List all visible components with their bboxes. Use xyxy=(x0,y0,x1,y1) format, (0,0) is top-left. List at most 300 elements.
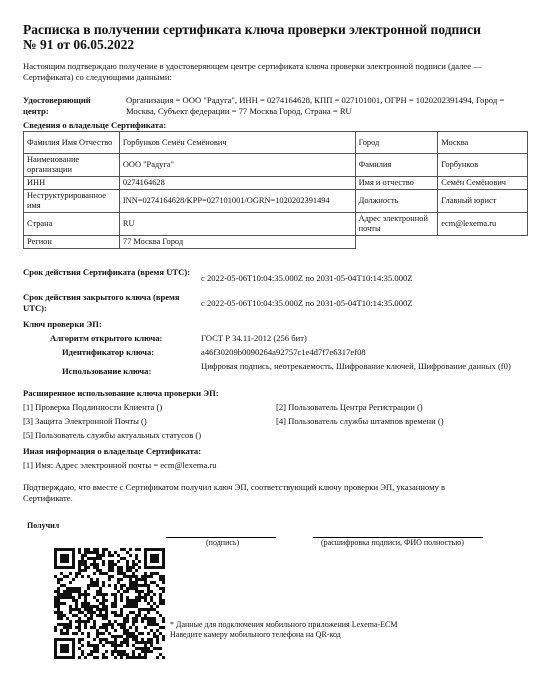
qr-module xyxy=(162,581,165,584)
confirm-text: Подтверждаю, что вместе с Сертификатом получил ключ ЭП, соответствующий ключу проверки ЭП, указанному в Сертификате. xyxy=(23,482,446,503)
qr-module xyxy=(72,578,75,581)
qr-module xyxy=(108,551,111,554)
qr-module xyxy=(123,623,126,626)
qr-module xyxy=(84,551,87,554)
qr-module xyxy=(96,605,99,608)
qr-module xyxy=(96,548,99,551)
qr-module xyxy=(84,623,87,626)
qr-module xyxy=(84,620,87,623)
qr-module xyxy=(72,650,75,653)
qr-module xyxy=(159,647,162,650)
qr-module xyxy=(132,575,135,578)
qr-module xyxy=(54,611,57,614)
qr-module xyxy=(114,611,117,614)
qr-module xyxy=(93,620,96,623)
qr-module xyxy=(93,638,96,641)
qr-module xyxy=(144,572,147,575)
table-cell: ИНН xyxy=(24,177,120,190)
qr-module xyxy=(153,608,156,611)
qr-module xyxy=(72,596,75,599)
qr-module xyxy=(132,560,135,563)
qr-module xyxy=(126,614,129,617)
qr-module xyxy=(150,581,153,584)
qr-module xyxy=(150,548,153,551)
qr-module xyxy=(114,650,117,653)
qr-module xyxy=(153,617,156,620)
qr-module xyxy=(93,557,96,560)
qr-module xyxy=(126,632,129,635)
table-cell: Горбунков Семён Семёнович xyxy=(119,132,355,154)
qr-module xyxy=(132,602,135,605)
qr-note-line-1: * Данные для подключения мобильного приложения Lexema-ECM xyxy=(170,620,398,629)
qr-module xyxy=(75,602,78,605)
qr-module xyxy=(129,578,132,581)
qr-module xyxy=(138,599,141,602)
qr-module xyxy=(60,632,63,635)
qr-module xyxy=(144,557,147,560)
qr-module xyxy=(60,602,63,605)
qr-module xyxy=(138,578,141,581)
qr-module xyxy=(156,611,159,614)
qr-module xyxy=(144,653,147,656)
qr-module xyxy=(159,548,162,551)
qr-module xyxy=(63,638,66,641)
qr-module xyxy=(117,578,120,581)
qr-module xyxy=(102,617,105,620)
qr-module xyxy=(153,623,156,626)
qr-module xyxy=(60,572,63,575)
qr-module xyxy=(78,566,81,569)
qr-module xyxy=(57,608,60,611)
qr-module xyxy=(96,593,99,596)
table-cell: Должность xyxy=(355,190,438,213)
qr-module xyxy=(102,638,105,641)
other-info-item: [1] Имя: Адрес электронной почты = ecm@lexema.ru xyxy=(23,460,217,470)
qr-module xyxy=(105,611,108,614)
qr-module xyxy=(60,548,63,551)
qr-module xyxy=(78,647,81,650)
qr-module xyxy=(57,617,60,620)
qr-module xyxy=(57,578,60,581)
qr-module xyxy=(114,605,117,608)
qr-module xyxy=(87,566,90,569)
qr-module xyxy=(63,626,66,629)
qr-module xyxy=(135,554,138,557)
qr-module xyxy=(129,626,132,629)
qr-module xyxy=(69,608,72,611)
qr-module xyxy=(135,599,138,602)
qr-module xyxy=(96,563,99,566)
qr-module xyxy=(60,644,63,647)
qr-module xyxy=(84,563,87,566)
qr-module xyxy=(63,548,66,551)
table-cell: Наименование организации xyxy=(24,154,120,177)
qr-module xyxy=(87,641,90,644)
qr-module xyxy=(105,626,108,629)
qr-module xyxy=(144,650,147,653)
qr-module xyxy=(117,569,120,572)
qr-module xyxy=(57,611,60,614)
qr-module xyxy=(150,650,153,653)
qr-module xyxy=(141,575,144,578)
key-usage-value: Цифровая подпись, неотрекаемость, Шифрование ключей, Шифрование данных (f0) xyxy=(201,361,511,371)
qr-module xyxy=(72,641,75,644)
qr-module xyxy=(162,638,165,641)
cert-validity-label: Срок действия Сертификата (время UTC): xyxy=(23,267,191,277)
qr-module xyxy=(114,641,117,644)
qr-module xyxy=(150,599,153,602)
qr-module xyxy=(75,587,78,590)
qr-module xyxy=(153,581,156,584)
qr-module xyxy=(114,593,117,596)
qr-module xyxy=(57,548,60,551)
qr-module xyxy=(120,593,123,596)
qr-module xyxy=(159,632,162,635)
qr-module xyxy=(75,590,78,593)
qr-module xyxy=(99,569,102,572)
qr-module xyxy=(153,632,156,635)
table-cell: Город xyxy=(355,132,438,154)
qr-module xyxy=(93,581,96,584)
qr-module xyxy=(102,653,105,656)
qr-module xyxy=(123,575,126,578)
qr-module xyxy=(114,563,117,566)
table-row xyxy=(24,236,528,249)
qr-module xyxy=(54,554,57,557)
qr-module xyxy=(111,641,114,644)
qr-module xyxy=(90,557,93,560)
qr-module xyxy=(57,593,60,596)
qr-module xyxy=(162,563,165,566)
qr-module xyxy=(87,587,90,590)
qr-module xyxy=(102,572,105,575)
qr-module xyxy=(72,632,75,635)
qr-module xyxy=(57,590,60,593)
qr-module xyxy=(150,605,153,608)
qr-module xyxy=(144,563,147,566)
qr-module xyxy=(102,623,105,626)
qr-module xyxy=(138,656,141,659)
qr-module xyxy=(87,632,90,635)
qr-module xyxy=(93,584,96,587)
qr-module xyxy=(102,614,105,617)
qr-module xyxy=(126,599,129,602)
qr-module xyxy=(84,548,87,551)
qr-module xyxy=(147,638,150,641)
qr-module xyxy=(66,623,69,626)
qr-module xyxy=(99,593,102,596)
table-cell: RU xyxy=(119,213,355,236)
table-row xyxy=(24,154,528,177)
qr-module xyxy=(108,563,111,566)
qr-module xyxy=(135,584,138,587)
qr-module xyxy=(147,611,150,614)
qr-module xyxy=(75,632,78,635)
qr-note-line-2: Наведите камеру мобильного телефона на QR-код xyxy=(170,630,341,639)
qr-module xyxy=(60,656,63,659)
qr-module xyxy=(78,593,81,596)
qr-module xyxy=(66,656,69,659)
qr-module xyxy=(72,554,75,557)
qr-module xyxy=(105,605,108,608)
qr-module xyxy=(120,644,123,647)
qr-module xyxy=(57,623,60,626)
qr-module xyxy=(96,557,99,560)
key-heading: Ключ проверки ЭП: xyxy=(23,319,102,329)
qr-module xyxy=(162,566,165,569)
qr-module xyxy=(78,620,81,623)
qr-module xyxy=(99,608,102,611)
ca-label: Удостоверяющий центр: xyxy=(23,95,91,116)
qr-module xyxy=(153,635,156,638)
qr-module xyxy=(96,632,99,635)
qr-module xyxy=(126,620,129,623)
qr-module xyxy=(111,650,114,653)
table-cell: Семён Семёнович xyxy=(438,177,528,190)
qr-module xyxy=(108,620,111,623)
qr-module xyxy=(105,617,108,620)
qr-module xyxy=(138,590,141,593)
qr-module xyxy=(132,581,135,584)
qr-module xyxy=(87,575,90,578)
qr-module xyxy=(99,638,102,641)
qr-module xyxy=(75,614,78,617)
qr-module xyxy=(60,629,63,632)
qr-module xyxy=(108,554,111,557)
qr-module xyxy=(126,566,129,569)
qr-module xyxy=(81,569,84,572)
qr-module xyxy=(78,608,81,611)
qr-module xyxy=(162,626,165,629)
qr-module xyxy=(90,650,93,653)
qr-module xyxy=(129,569,132,572)
qr-module xyxy=(87,653,90,656)
table-row xyxy=(24,132,528,154)
ext-usage-item: [4] Пользователь службы штампов времени () xyxy=(276,416,444,426)
qr-module xyxy=(87,611,90,614)
qr-module xyxy=(54,605,57,608)
key-usage-label: Использование ключа: xyxy=(62,366,152,376)
qr-module xyxy=(63,593,66,596)
qr-module xyxy=(84,656,87,659)
qr-module xyxy=(90,563,93,566)
qr-module xyxy=(60,650,63,653)
qr-module xyxy=(102,593,105,596)
qr-module xyxy=(60,623,63,626)
qr-module xyxy=(66,617,69,620)
qr-module xyxy=(96,608,99,611)
qr-module xyxy=(72,647,75,650)
qr-module xyxy=(57,596,60,599)
qr-module xyxy=(57,605,60,608)
qr-module xyxy=(75,608,78,611)
qr-module xyxy=(135,605,138,608)
qr-module xyxy=(78,641,81,644)
qr-module xyxy=(150,566,153,569)
qr-module xyxy=(132,644,135,647)
qr-module xyxy=(93,623,96,626)
table-cell: Имя и отчество xyxy=(355,177,438,190)
qr-module xyxy=(144,599,147,602)
qr-module xyxy=(78,590,81,593)
qr-module xyxy=(60,617,63,620)
qr-module xyxy=(54,557,57,560)
qr-module xyxy=(138,641,141,644)
qr-module xyxy=(159,599,162,602)
qr-module xyxy=(123,638,126,641)
qr-module xyxy=(93,572,96,575)
qr-module xyxy=(147,548,150,551)
qr-module xyxy=(141,641,144,644)
qr-module xyxy=(120,557,123,560)
qr-module xyxy=(153,566,156,569)
qr-module xyxy=(120,635,123,638)
qr-module xyxy=(114,644,117,647)
qr-module xyxy=(66,560,69,563)
qr-module xyxy=(111,554,114,557)
qr-module xyxy=(144,581,147,584)
qr-module xyxy=(54,590,57,593)
qr-module xyxy=(120,623,123,626)
qr-module xyxy=(81,563,84,566)
ext-usage-heading: Расширенное использование ключа проверки ЭП: xyxy=(23,388,219,398)
qr-module xyxy=(126,590,129,593)
qr-module xyxy=(132,572,135,575)
qr-module xyxy=(75,605,78,608)
qr-module xyxy=(150,620,153,623)
qr-module xyxy=(105,599,108,602)
qr-module xyxy=(93,605,96,608)
qr-module xyxy=(156,647,159,650)
qr-module xyxy=(96,566,99,569)
qr-module xyxy=(99,590,102,593)
qr-module xyxy=(132,653,135,656)
qr-module xyxy=(132,656,135,659)
qr-module xyxy=(102,560,105,563)
qr-module xyxy=(99,614,102,617)
qr-module xyxy=(81,560,84,563)
qr-module xyxy=(147,617,150,620)
key-id-value: a46f30209b0090264a92757c1e4d7f7e6317ef08 xyxy=(201,347,366,357)
qr-module xyxy=(150,572,153,575)
qr-module xyxy=(144,566,147,569)
qr-module xyxy=(117,560,120,563)
qr-module xyxy=(78,626,81,629)
qr-module xyxy=(129,587,132,590)
qr-module xyxy=(132,563,135,566)
qr-module xyxy=(138,596,141,599)
qr-module xyxy=(126,596,129,599)
qr-module xyxy=(105,641,108,644)
qr-module xyxy=(129,656,132,659)
qr-module xyxy=(63,647,66,650)
qr-module xyxy=(156,566,159,569)
qr-module xyxy=(102,554,105,557)
qr-module xyxy=(162,590,165,593)
qr-module xyxy=(87,557,90,560)
qr-module xyxy=(102,605,105,608)
qr-module xyxy=(60,611,63,614)
table-cell xyxy=(438,236,528,249)
qr-module xyxy=(120,578,123,581)
qr-module xyxy=(117,614,120,617)
qr-module xyxy=(126,575,129,578)
qr-module xyxy=(99,626,102,629)
qr-module xyxy=(72,563,75,566)
intro-text: Настоящим подтверждаю получение в удостоверяющем центре сертификата ключа проверки электронной подписи (далее — Сертификата) со следующими данными: xyxy=(23,61,482,82)
qr-module xyxy=(81,575,84,578)
qr-module xyxy=(111,611,114,614)
qr-module xyxy=(84,590,87,593)
qr-module xyxy=(111,626,114,629)
table-cell: Москва xyxy=(438,132,528,154)
qr-module xyxy=(78,617,81,620)
qr-module xyxy=(138,611,141,614)
qr-module xyxy=(102,599,105,602)
qr-module xyxy=(54,653,57,656)
qr-module xyxy=(144,644,147,647)
qr-module xyxy=(120,566,123,569)
qr-module xyxy=(138,548,141,551)
ext-usage-item: [3] Защита Электронной Почты () xyxy=(23,416,147,426)
qr-module xyxy=(120,599,123,602)
qr-module xyxy=(54,647,57,650)
qr-module xyxy=(150,557,153,560)
qr-module xyxy=(120,650,123,653)
qr-module xyxy=(144,608,147,611)
qr-module xyxy=(87,620,90,623)
qr-module xyxy=(147,623,150,626)
qr-module xyxy=(114,614,117,617)
qr-module xyxy=(84,626,87,629)
title-line-1: Расписка в получении сертификата ключа проверки электронной подписи xyxy=(23,22,481,37)
qr-module xyxy=(102,602,105,605)
qr-module xyxy=(102,548,105,551)
qr-module xyxy=(132,623,135,626)
other-info-heading: Иная информация о владельце Сертификата: xyxy=(23,446,202,456)
qr-module xyxy=(153,554,156,557)
qr-module xyxy=(147,575,150,578)
qr-module xyxy=(123,629,126,632)
qr-module xyxy=(84,569,87,572)
qr-module xyxy=(123,617,126,620)
qr-module xyxy=(129,554,132,557)
qr-module xyxy=(156,629,159,632)
qr-module xyxy=(123,548,126,551)
qr-module xyxy=(63,632,66,635)
qr-module xyxy=(156,548,159,551)
key-validity-label: Срок действия закрытого ключа (время UTC): xyxy=(23,292,180,313)
qr-module xyxy=(96,590,99,593)
qr-module xyxy=(114,635,117,638)
qr-module xyxy=(141,596,144,599)
qr-module xyxy=(144,626,147,629)
table-row xyxy=(24,190,528,213)
qr-module xyxy=(150,623,153,626)
qr-module xyxy=(111,605,114,608)
qr-module xyxy=(153,557,156,560)
qr-module xyxy=(54,602,57,605)
qr-module xyxy=(69,572,72,575)
qr-module xyxy=(72,566,75,569)
qr-module xyxy=(54,560,57,563)
qr-module xyxy=(126,563,129,566)
owner-table xyxy=(23,131,528,249)
qr-module xyxy=(90,617,93,620)
qr-code-icon xyxy=(54,548,165,659)
qr-module xyxy=(132,605,135,608)
qr-module xyxy=(54,551,57,554)
